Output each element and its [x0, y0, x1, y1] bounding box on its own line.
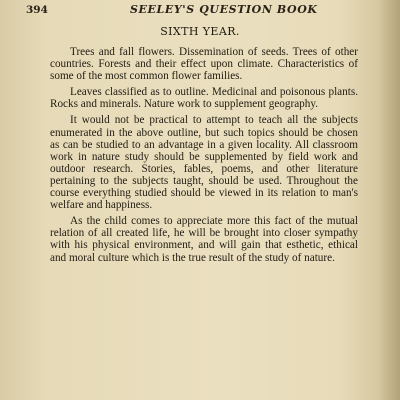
body-text: [50, 46, 358, 268]
section-title: SIXTH YEAR.: [160, 25, 240, 38]
page-header: [22, 2, 370, 18]
paragraph: As the child comes to appreciate more this fact of the mutual relation of all created life, he will be brought into closer sympathy with his physical environment, and will gain that esthetic, ethical and moral culture which is the true result of the study of nature.: [50, 215, 358, 264]
page-number: 394: [26, 4, 48, 16]
paragraph: It would not be practical to attempt to teach all the subjects enumerated in the above outline, but such topics should be chosen as can be studied to an advantage in a given locality. All classroom work in nature study should be supplemented by field work and outdoor research. Stories, fables, poems, and other literature pertaining to the subjects taught, should be used. Throughout the course everything studied should be viewed in its relation to man's welfare and happiness.: [50, 114, 358, 212]
running-head: SEELEY'S QUESTION BOOK: [130, 3, 318, 16]
paragraph: Leaves classified as to outline. Medicinal and poisonous plants. Rocks and minerals. Nature work to supplement geography.: [50, 86, 358, 111]
paragraph: Trees and fall flowers. Dissemination of seeds. Trees of other countries. Forests and their effect upon climate. Characteristics of some of the most common flower families.: [50, 46, 358, 83]
page-gutter-shadow: [378, 0, 400, 400]
